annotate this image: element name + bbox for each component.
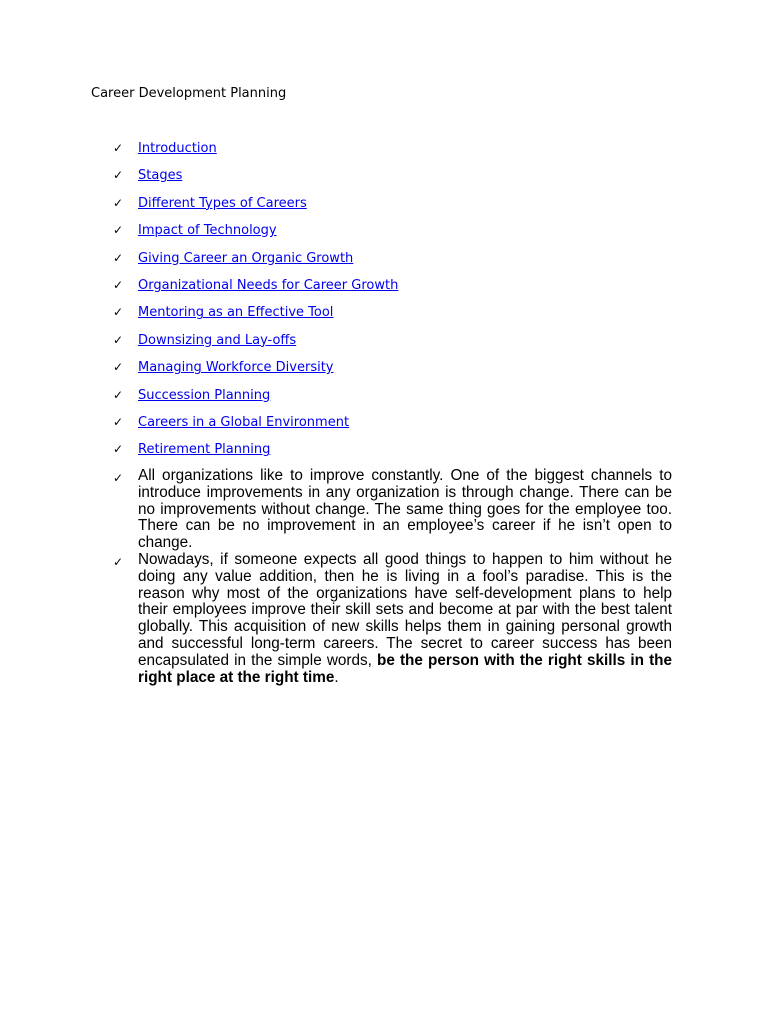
toc-link-introduction[interactable]: Introduction [138, 141, 217, 156]
toc-item [0, 140, 768, 167]
toc-link-mentoring[interactable]: Mentoring as an Effective Tool [138, 305, 334, 321]
paragraph-self-development [138, 552, 672, 686]
toc-item [0, 359, 768, 386]
paragraph-emphasis: be the person with the right skills in the right place at the right time [138, 651, 673, 686]
toc-link-organizational-needs[interactable]: Organizational Needs for Career Growth [138, 277, 399, 293]
toc-list [0, 140, 768, 469]
toc-link-succession-planning[interactable]: Succession Planning [138, 387, 271, 403]
checkmark-icon: ✓ [113, 141, 124, 155]
toc-item [0, 441, 768, 468]
checkmark-icon: ✓ [113, 414, 124, 429]
toc-link-downsizing[interactable]: Downsizing and Lay-offs [138, 332, 297, 348]
toc-link-different-types-of-careers[interactable]: Different Types of Careers [138, 195, 307, 211]
toc-item [0, 304, 768, 331]
paragraph-end: . [334, 668, 339, 686]
toc-link-global-environment[interactable]: Careers in a Global Environment [138, 414, 350, 430]
paragraph-item [0, 552, 672, 686]
checkmark-icon: ✓ [113, 195, 124, 210]
checkmark-icon: ✓ [113, 250, 124, 265]
toc-item [0, 250, 768, 277]
document-title: Career Development Planning [91, 86, 287, 101]
toc-link-impact-of-technology[interactable]: Impact of Technology [138, 223, 277, 239]
toc-item [0, 167, 768, 194]
toc-item [0, 195, 768, 222]
paragraph-item [0, 468, 672, 552]
checkmark-icon: ✓ [113, 471, 124, 485]
checkmark-icon: ✓ [113, 442, 124, 457]
paragraph-list [0, 468, 768, 686]
toc-item [0, 222, 768, 249]
checkmark-icon: ✓ [113, 305, 124, 320]
checkmark-icon: ✓ [113, 554, 124, 569]
paragraph-text: Nowadays, if someone expects all good things to happen to him without he doing any value addition, then he is living in a fool’s paradise. This is the reason why most of the organizations have self-development plans to help their employees improve their skill sets and become at par with the best talent globally. This acquisition of new skills helps them in gaining personal growth and successful long-term careers. The secret to career success has been encapsulated in the simple words, [138, 550, 672, 669]
checkmark-icon: ✓ [113, 168, 124, 183]
checkmark-icon: ✓ [113, 360, 124, 375]
checkmark-icon: ✓ [113, 223, 124, 238]
toc-item [0, 387, 768, 414]
toc-item [0, 414, 768, 441]
toc-link-stages[interactable]: Stages [138, 168, 183, 184]
checkmark-icon: ✓ [113, 332, 124, 347]
toc-link-workforce-diversity[interactable]: Managing Workforce Diversity [138, 360, 334, 376]
toc-link-retirement-planning[interactable]: Retirement Planning [138, 442, 271, 458]
checkmark-icon: ✓ [113, 277, 124, 292]
toc-item [0, 277, 768, 304]
checkmark-icon: ✓ [113, 387, 124, 402]
paragraph-improvement: All organizations like to improve constantly. One of the biggest channels to introduce improvements in any organization is through change. There can be no improvements without change. The same thing goes for the employee too. There can be no improvement in an employee’s career if he isn’t open to change. [138, 467, 672, 552]
toc-link-organic-growth[interactable]: Giving Career an Organic Growth [138, 250, 354, 266]
toc-item [0, 332, 768, 359]
